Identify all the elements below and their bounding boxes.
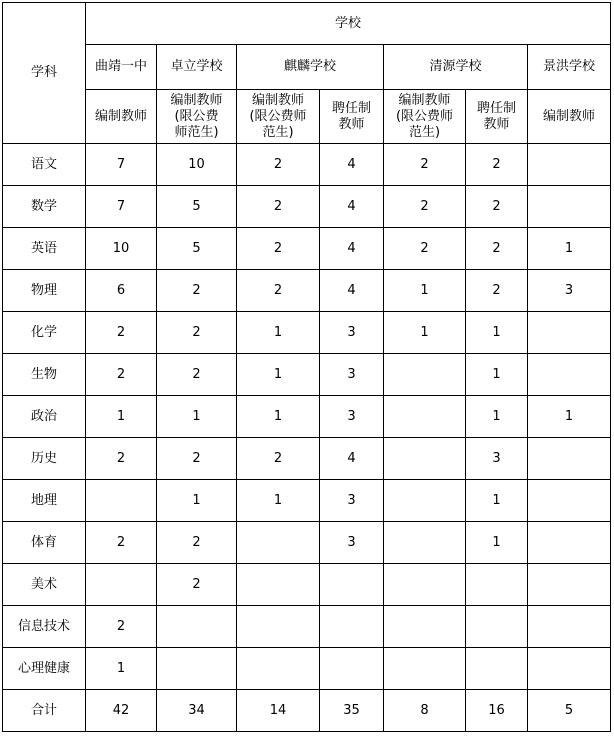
subject-cell: 地理 — [3, 480, 86, 522]
table-row — [3, 228, 611, 270]
value-cell: 1 — [466, 396, 528, 438]
value-cell: 1 — [86, 396, 157, 438]
value-cell: 1 — [528, 228, 611, 270]
subject-cell: 信息技术 — [3, 606, 86, 648]
value-cell: 1 — [384, 312, 466, 354]
value-cell: 2 — [466, 228, 528, 270]
value-cell: 2 — [237, 228, 320, 270]
value-cell: 1 — [86, 648, 157, 690]
value-cell: 2 — [384, 144, 466, 186]
value-cell — [237, 648, 320, 690]
value-cell: 2 — [237, 186, 320, 228]
value-cell — [384, 354, 466, 396]
value-cell — [384, 396, 466, 438]
value-cell: 2 — [466, 186, 528, 228]
value-cell: 3 — [320, 522, 384, 564]
value-cell — [320, 606, 384, 648]
value-cell — [320, 648, 384, 690]
value-cell: 2 — [466, 270, 528, 312]
sub-header-cell: 聘任制 教师 — [466, 90, 528, 144]
value-cell: 1 — [466, 354, 528, 396]
value-cell: 35 — [320, 690, 384, 732]
value-cell: 42 — [86, 690, 157, 732]
value-cell: 3 — [320, 396, 384, 438]
header-school-qingyuan: 清源学校 — [384, 45, 528, 90]
value-cell: 3 — [320, 312, 384, 354]
value-cell: 7 — [86, 144, 157, 186]
value-cell — [466, 564, 528, 606]
table-row — [3, 648, 611, 690]
value-cell: 2 — [237, 270, 320, 312]
value-cell: 2 — [86, 354, 157, 396]
value-cell: 3 — [528, 270, 611, 312]
value-cell: 2 — [157, 354, 237, 396]
value-cell — [157, 648, 237, 690]
header-school-jinghong: 景洪学校 — [528, 45, 611, 90]
table-row — [3, 606, 611, 648]
value-cell: 2 — [384, 186, 466, 228]
table-row — [3, 354, 611, 396]
value-cell: 1 — [237, 354, 320, 396]
value-cell — [384, 606, 466, 648]
sub-header-cell: 编制教师 — [86, 90, 157, 144]
subject-cell: 语文 — [3, 144, 86, 186]
value-cell — [237, 522, 320, 564]
sub-header-cell: 编制教师 (限公费师 范生) — [384, 90, 466, 144]
value-cell — [384, 480, 466, 522]
value-cell — [528, 354, 611, 396]
subject-cell: 体育 — [3, 522, 86, 564]
table-row — [3, 438, 611, 480]
value-cell: 4 — [320, 186, 384, 228]
value-cell: 4 — [320, 228, 384, 270]
value-cell: 5 — [528, 690, 611, 732]
value-cell — [528, 144, 611, 186]
value-cell — [320, 564, 384, 606]
value-cell: 3 — [320, 354, 384, 396]
value-cell — [384, 522, 466, 564]
value-cell: 2 — [86, 438, 157, 480]
value-cell — [528, 186, 611, 228]
value-cell — [384, 564, 466, 606]
value-cell: 2 — [157, 270, 237, 312]
table-row — [3, 186, 611, 228]
subject-cell: 英语 — [3, 228, 86, 270]
table-row — [3, 396, 611, 438]
subject-cell: 美术 — [3, 564, 86, 606]
value-cell — [384, 648, 466, 690]
value-cell: 1 — [384, 270, 466, 312]
value-cell — [237, 564, 320, 606]
value-cell: 1 — [466, 312, 528, 354]
value-cell: 8 — [384, 690, 466, 732]
value-cell: 2 — [86, 312, 157, 354]
value-cell: 2 — [157, 312, 237, 354]
value-cell — [528, 522, 611, 564]
table-row — [3, 522, 611, 564]
table-row — [3, 480, 611, 522]
subject-cell: 生物 — [3, 354, 86, 396]
header-school: 学校 — [86, 3, 611, 45]
value-cell: 5 — [157, 186, 237, 228]
value-cell: 2 — [157, 438, 237, 480]
subject-cell: 物理 — [3, 270, 86, 312]
value-cell: 2 — [86, 522, 157, 564]
subject-cell: 政治 — [3, 396, 86, 438]
sub-header-cell: 聘任制 教师 — [320, 90, 384, 144]
value-cell — [528, 648, 611, 690]
value-cell: 4 — [320, 144, 384, 186]
value-cell: 4 — [320, 270, 384, 312]
value-cell: 6 — [86, 270, 157, 312]
header-school-zhuoli: 卓立学校 — [157, 45, 237, 90]
value-cell: 1 — [237, 396, 320, 438]
value-cell: 3 — [466, 438, 528, 480]
value-cell — [237, 606, 320, 648]
sub-header-cell: 编制教师 — [528, 90, 611, 144]
header-subject: 学科 — [3, 3, 86, 144]
table-row — [3, 564, 611, 606]
header-school-qujing-no1: 曲靖一中 — [86, 45, 157, 90]
table-row — [3, 312, 611, 354]
value-cell: 1 — [157, 396, 237, 438]
table-row — [3, 690, 611, 732]
value-cell: 14 — [237, 690, 320, 732]
value-cell: 2 — [86, 606, 157, 648]
value-cell: 16 — [466, 690, 528, 732]
subject-cell: 数学 — [3, 186, 86, 228]
value-cell: 10 — [86, 228, 157, 270]
value-cell — [86, 480, 157, 522]
value-cell — [528, 606, 611, 648]
value-cell: 1 — [157, 480, 237, 522]
value-cell — [466, 606, 528, 648]
value-cell: 4 — [320, 438, 384, 480]
value-cell: 5 — [157, 228, 237, 270]
value-cell — [528, 564, 611, 606]
value-cell: 7 — [86, 186, 157, 228]
value-cell: 1 — [466, 480, 528, 522]
value-cell — [466, 648, 528, 690]
subject-cell: 历史 — [3, 438, 86, 480]
table-row — [3, 270, 611, 312]
subject-cell: 心理健康 — [3, 648, 86, 690]
sub-header-cell: 编制教师 (限公费 师范生) — [157, 90, 237, 144]
value-cell: 3 — [320, 480, 384, 522]
value-cell: 1 — [237, 312, 320, 354]
value-cell: 1 — [528, 396, 611, 438]
value-cell — [528, 438, 611, 480]
value-cell: 2 — [157, 522, 237, 564]
subject-cell: 化学 — [3, 312, 86, 354]
value-cell: 2 — [384, 228, 466, 270]
value-cell: 34 — [157, 690, 237, 732]
value-cell: 2 — [237, 438, 320, 480]
value-cell — [86, 564, 157, 606]
value-cell: 10 — [157, 144, 237, 186]
subject-cell: 合计 — [3, 690, 86, 732]
teacher-quota-table — [2, 2, 611, 732]
value-cell: 1 — [466, 522, 528, 564]
value-cell — [384, 438, 466, 480]
value-cell — [157, 606, 237, 648]
value-cell: 1 — [237, 480, 320, 522]
sub-header-cell: 编制教师 (限公费师 范生) — [237, 90, 320, 144]
value-cell — [528, 312, 611, 354]
value-cell — [528, 480, 611, 522]
value-cell: 2 — [237, 144, 320, 186]
table-row — [3, 144, 611, 186]
header-school-qilin: 麒麟学校 — [237, 45, 384, 90]
value-cell: 2 — [157, 564, 237, 606]
value-cell: 2 — [466, 144, 528, 186]
